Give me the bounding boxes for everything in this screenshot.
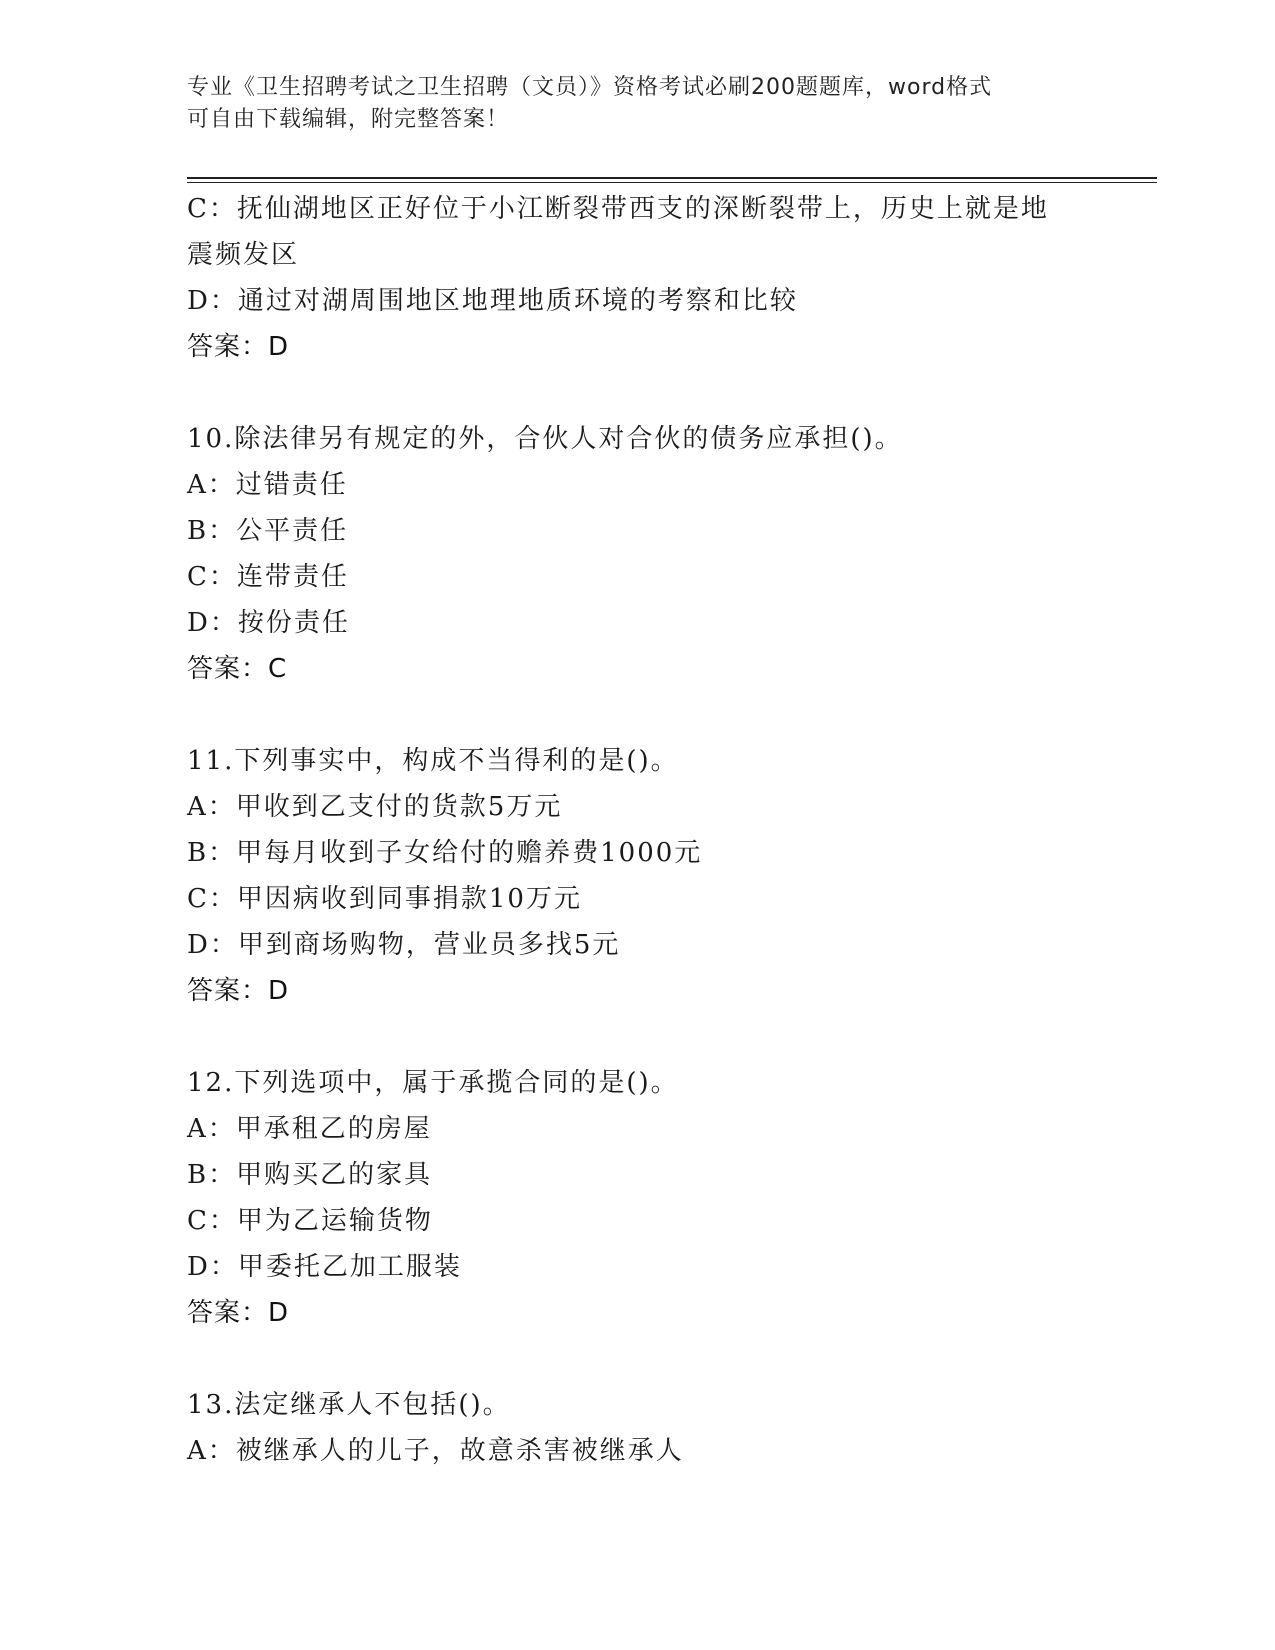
option-a: A：甲收到乙支付的货款5万元 [187, 792, 563, 822]
header-divider-thick [187, 177, 1157, 179]
question-13 [187, 1382, 1107, 1474]
answer: 答案：D [187, 1298, 290, 1328]
option-c-line-2: 震频发区 [187, 240, 300, 270]
document-body [187, 186, 1107, 1474]
option-c: C：甲因病收到同事捐款10万元 [187, 884, 582, 914]
option-c: C：连带责任 [187, 562, 349, 592]
answer: 答案：C [187, 654, 288, 684]
question-12 [187, 1060, 1107, 1336]
option-d: D：通过对湖周围地区地理地质环境的考察和比较 [187, 286, 798, 316]
header-divider-thin [187, 182, 1157, 183]
header-line-1: 专业《卫生招聘考试之卫生招聘（文员）》资格考试必刷200题题库，word格式 [187, 75, 993, 100]
question-10 [187, 416, 1107, 692]
option-c: C：甲为乙运输货物 [187, 1206, 433, 1236]
question-stem: 10.除法律另有规定的外，合伙人对合伙的债务应承担()。 [187, 424, 903, 454]
option-c-line-1: C：抚仙湖地区正好位于小江断裂带西支的深断裂带上，历史上就是地 [187, 194, 1049, 224]
option-b: B：甲每月收到子女给付的赡养费1000元 [187, 838, 703, 868]
option-a: A：被继承人的儿子，故意杀害被继承人 [187, 1436, 684, 1466]
question-stem: 13.法定继承人不包括()。 [187, 1390, 511, 1420]
option-b: B：公平责任 [187, 516, 349, 546]
option-b: B：甲购买乙的家具 [187, 1160, 433, 1190]
spacer [187, 370, 1107, 416]
spacer [187, 692, 1107, 738]
option-d: D：甲委托乙加工服装 [187, 1252, 462, 1282]
question-11 [187, 738, 1107, 1014]
option-a: A：过错责任 [187, 470, 348, 500]
question-9-continued [187, 186, 1107, 370]
option-d: D：甲到商场购物，营业员多找5元 [187, 930, 621, 960]
question-stem: 11.下列事实中，构成不当得利的是()。 [187, 746, 679, 776]
option-d: D：按份责任 [187, 608, 350, 638]
page-header [187, 72, 1107, 136]
question-stem: 12.下列选项中，属于承揽合同的是()。 [187, 1068, 679, 1098]
answer: 答案：D [187, 332, 290, 362]
spacer [187, 1014, 1107, 1060]
answer: 答案：D [187, 976, 290, 1006]
option-a: A：甲承租乙的房屋 [187, 1114, 432, 1144]
header-line-2: 可自由下载编辑，附完整答案！ [187, 107, 510, 132]
spacer [187, 1336, 1107, 1382]
